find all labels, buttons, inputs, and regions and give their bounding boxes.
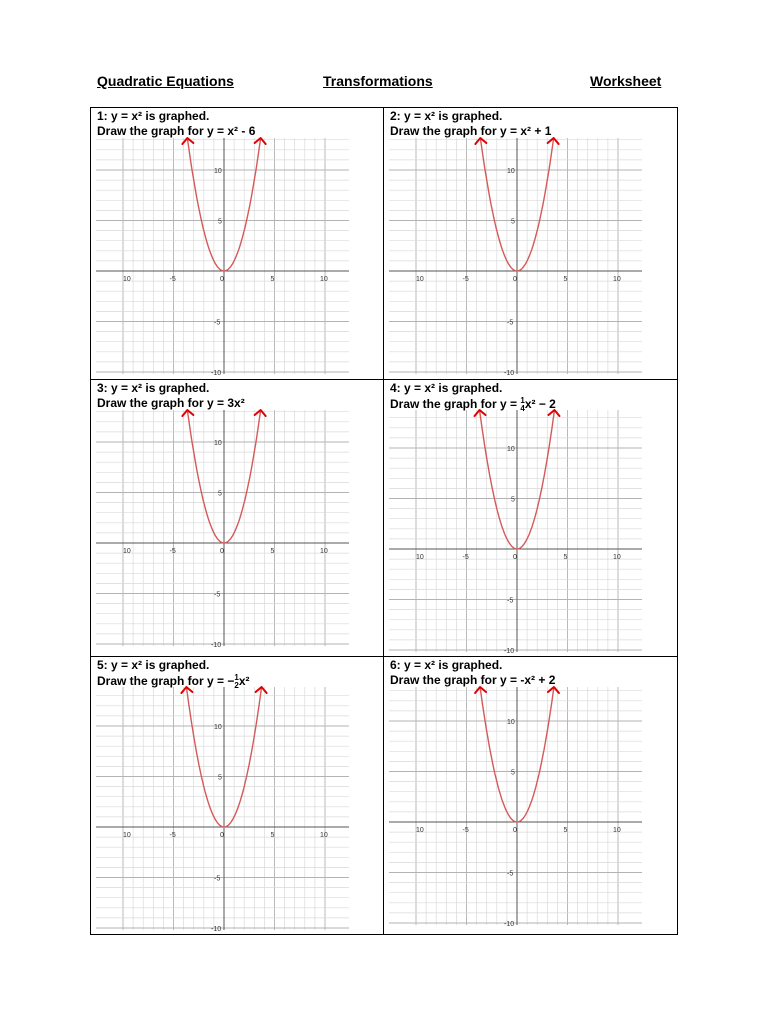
- x-tick-label: -5: [169, 832, 176, 839]
- problem-3: [91, 380, 383, 656]
- x-tick-label: 10: [613, 276, 621, 283]
- problem-3-graph[interactable]: [96, 380, 351, 656]
- x-tick-label: 10: [123, 548, 131, 555]
- x-tick-label: 0: [220, 276, 224, 283]
- problem-5: [91, 657, 383, 934]
- x-tick-label: 0: [220, 832, 224, 839]
- problem-1-task: Draw the graph for y = x² - 6: [97, 124, 256, 138]
- y-tick-label: -10: [504, 921, 515, 928]
- y-tick-label: -5: [507, 870, 514, 878]
- x-tick-label: 10: [320, 276, 328, 283]
- x-tick-label: 10: [416, 276, 424, 283]
- y-tick-label: 5: [218, 774, 222, 782]
- fraction: 1 2: [234, 673, 239, 690]
- y-tick-label: -5: [214, 875, 221, 883]
- y-tick-label: -10: [211, 370, 222, 377]
- worksheet-label: Worksheet: [590, 73, 662, 89]
- worksheet-topic: Transformations: [323, 73, 433, 89]
- x-tick-label: 10: [320, 832, 328, 839]
- y-tick-label: -10: [504, 648, 515, 655]
- problem-4: [384, 380, 676, 656]
- problem-1: [91, 108, 383, 379]
- x-tick-label: 5: [563, 554, 568, 561]
- problem-4-task: Draw the graph for y = 1 4 x² − 2: [390, 396, 556, 413]
- problem-4-graph[interactable]: [389, 380, 644, 656]
- x-tick-label: 0: [513, 276, 517, 283]
- x-tick-label: -5: [169, 276, 176, 283]
- x-tick-label: 10: [613, 554, 621, 561]
- y-tick-label: 10: [507, 719, 515, 726]
- problem-2-given: 2: y = x² is graphed.: [390, 109, 503, 123]
- problem-3-given: 3: y = x² is graphed.: [97, 381, 210, 395]
- x-tick-label: -5: [462, 276, 469, 283]
- x-tick-label: 5: [270, 548, 275, 555]
- problem-6-given: 6: y = x² is graphed.: [390, 658, 503, 672]
- x-tick-label: -5: [462, 827, 469, 834]
- y-tick-label: -5: [214, 591, 221, 599]
- y-tick-label: -10: [211, 642, 222, 649]
- problem-6-graph[interactable]: [389, 657, 644, 934]
- y-tick-label: -5: [507, 319, 514, 327]
- x-tick-label: -5: [169, 548, 176, 555]
- problem-6: [384, 657, 676, 934]
- problem-5-task: Draw the graph for y = − 1 2 x²: [97, 673, 250, 690]
- y-tick-label: 10: [214, 168, 222, 175]
- x-tick-label: 10: [613, 827, 621, 834]
- problem-2-task: Draw the graph for y = x² + 1: [390, 124, 552, 138]
- worksheet-title: Quadratic Equations: [97, 73, 234, 89]
- y-tick-label: 10: [507, 446, 515, 453]
- y-tick-label: 10: [214, 440, 222, 447]
- problem-6-task: Draw the graph for y = -x² + 2: [390, 673, 556, 687]
- problem-5-given: 5: y = x² is graphed.: [97, 658, 210, 672]
- problem-1-graph[interactable]: [96, 108, 351, 379]
- x-tick-label: 5: [563, 276, 568, 283]
- problem-2-graph[interactable]: [389, 108, 644, 379]
- y-tick-label: -5: [507, 597, 514, 605]
- x-tick-label: 10: [320, 548, 328, 555]
- y-tick-label: 10: [507, 168, 515, 175]
- x-tick-label: 0: [513, 554, 517, 561]
- y-tick-label: 5: [218, 490, 222, 498]
- problem-1-given: 1: y = x² is graphed.: [97, 109, 210, 123]
- y-tick-label: -10: [211, 926, 222, 933]
- y-tick-label: 5: [511, 769, 515, 777]
- fraction: 1 4: [520, 396, 525, 413]
- problem-4-given: 4: y = x² is graphed.: [390, 381, 503, 395]
- y-tick-label: 5: [511, 218, 515, 226]
- x-tick-label: 5: [270, 276, 275, 283]
- y-tick-label: 5: [218, 218, 222, 226]
- y-tick-label: 10: [214, 724, 222, 731]
- problem-2: [384, 108, 676, 379]
- y-tick-label: -10: [504, 370, 515, 377]
- problem-3-task: Draw the graph for y = 3x²: [97, 396, 245, 410]
- y-tick-label: 5: [511, 496, 515, 504]
- problem-5-graph[interactable]: [96, 657, 351, 934]
- x-tick-label: 5: [563, 827, 568, 834]
- x-tick-label: 10: [416, 554, 424, 561]
- x-tick-label: 0: [220, 548, 224, 555]
- x-tick-label: -5: [462, 554, 469, 561]
- x-tick-label: 10: [123, 276, 131, 283]
- x-tick-label: 10: [416, 827, 424, 834]
- x-tick-label: 10: [123, 832, 131, 839]
- x-tick-label: 5: [270, 832, 275, 839]
- x-tick-label: 0: [513, 827, 517, 834]
- y-tick-label: -5: [214, 319, 221, 327]
